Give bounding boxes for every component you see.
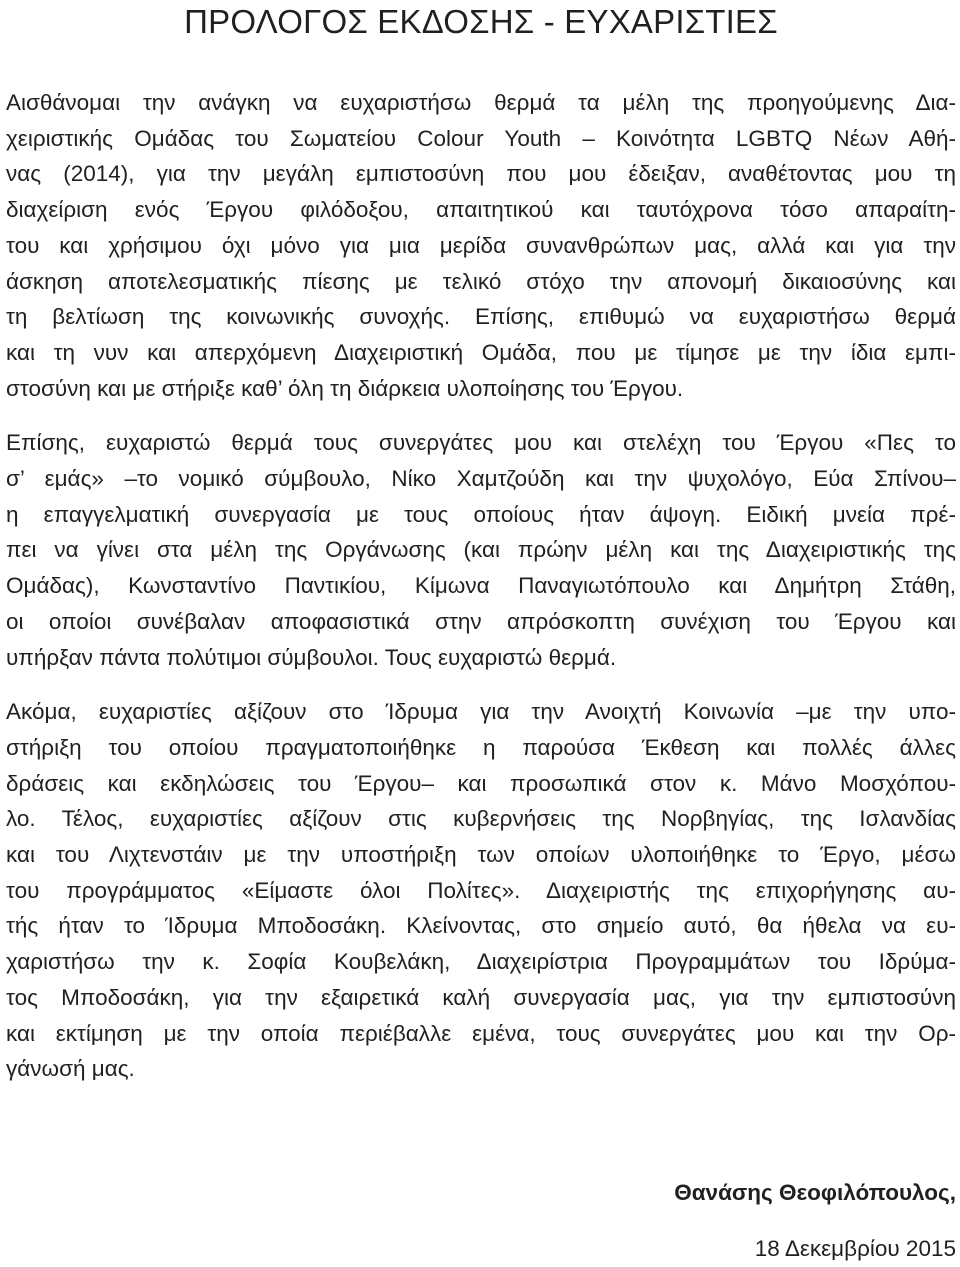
text-line: τη βελτίωση της κοινωνικής συνοχής. Επίσης, επιθυμώ να ευχαριστήσω θερμά	[6, 304, 956, 330]
text-line: τος Μποδοσάκη, για την εξαιρετικά καλή συνεργασία μας, για την εμπιστοσύνη	[6, 984, 956, 1010]
text-line: και εκτίμηση με την οποία περιέβαλλε εμένα, τους συνεργάτες μου και την Ορ-	[6, 1020, 956, 1046]
text-line: σ’ εμάς» –το νομικό σύμβουλο, Νίκο Χαμτζούδη και την ψυχολόγο, Εύα Σπίνου–	[6, 466, 956, 492]
text-line: στήριξη του οποίου πραγματοποιήθηκε η παρούσα Έκθεση και πολλές άλλες	[6, 734, 956, 760]
text-line: άσκηση αποτελεσματικής πίεσης με τελικό στόχο την απονομή δικαιοσύνης και	[6, 268, 956, 294]
text-line: Επίσης, ευχαριστώ θερμά τους συνεργάτες μου και στελέχη του Έργου «Πες το	[6, 430, 956, 456]
text-line: τής ήταν το Ίδρυμα Μποδοσάκη. Κλείνοντας, στο σημείο αυτό, θα ήθελα να ευ-	[6, 913, 956, 939]
text-line: χειριστικής Ομάδας του Σωματείου Colour Youth – Κοινότητα LGBTQ Νέων Αθή-	[6, 125, 956, 151]
text-line: γάνωσή μας.	[6, 1056, 135, 1082]
text-line: και του Λιχτενστάιν με την υποστήριξη των οποίων υλοποιήθηκε το Έργο, μέσω	[6, 842, 956, 868]
paragraph-acknowledgements-funders	[6, 694, 956, 1087]
text-line: Αισθάνομαι την ανάγκη να ευχαριστήσω θερμά τα μέλη της προηγούμενης Δια-	[6, 90, 956, 115]
text-line: λο. Τέλος, ευχαριστίες αξίζουν στις κυβερνήσεις της Νορβηγίας, της Ισλανδίας	[6, 806, 956, 832]
text-line: οι οποίοι συνέβαλαν αποφασιστικά στην απρόσκοπτη συνέχιση του Έργου και	[6, 608, 956, 634]
document-date: 18 Δεκεμβρίου 2015	[754, 1236, 956, 1261]
text-line: του προγράμματος «Είμαστε όλοι Πολίτες». Διαχειριστής της επιχορήγησης αυ-	[6, 877, 956, 903]
text-line: πει να γίνει στα μέλη της Οργάνωσης (και πρώην μέλη και της Διαχειριστικής της	[6, 537, 956, 563]
text-line: και τη νυν και απερχόμενη Διαχειριστική Ομάδα, που με τίμησε με την ίδια εμπι-	[6, 339, 956, 365]
text-line: του και χρήσιμου όχι μόνο για μια μερίδα συνανθρώπων μας, αλλά και για την	[6, 232, 956, 258]
text-line: νας (2014), για την μεγάλη εμπιστοσύνη που μου έδειξαν, αναθέτοντας μου τη	[6, 161, 956, 187]
text-line: Ομάδας), Κωνσταντίνο Παντικίου, Κίμωνα Παναγιωτόπουλο και Δημήτρη Στάθη,	[6, 573, 956, 599]
text-line: υπήρξαν πάντα πολύτιμοι σύμβουλοι. Τους ευχαριστώ θερμά.	[6, 644, 617, 670]
text-line: η επαγγελματική συνεργασία με τους οποίους ήταν άψογη. Ειδική μνεία πρέ-	[6, 501, 956, 527]
text-line: διαχείριση ενός Έργου φιλόδοξου, απαιτητικού και ταυτόχρονα τόσο απαραίτη-	[6, 197, 956, 223]
document-page	[6, 0, 956, 1087]
text-line: δράσεις και εκδηλώσεις του Έργου– και προσωπικά στον κ. Μάνο Μοσχόπου-	[6, 770, 956, 796]
paragraph-acknowledgements-board	[6, 85, 956, 406]
text-line: Ακόμα, ευχαριστίες αξίζουν στο Ίδρυμα για την Ανοιχτή Κοινωνία –με την υπο-	[6, 699, 956, 725]
document-title: ΠΡΟΛΟΓΟΣ ΕΚΔΟΣΗΣ - ΕΥΧΑΡΙΣΤΙΕΣ	[184, 3, 778, 40]
text-line: στοσύνη και με στήριξε καθ’ όλη τη διάρκεια υλοποίησης του Έργου.	[6, 375, 684, 401]
paragraph-acknowledgements-collaborators	[6, 425, 956, 675]
author-signature: Θανάσης Θεοφιλόπουλος,	[674, 1180, 956, 1205]
text-line: χαριστήσω την κ. Σοφία Κουβελάκη, Διαχειρίστρια Προγραμμάτων του Ιδρύμα-	[6, 949, 956, 975]
